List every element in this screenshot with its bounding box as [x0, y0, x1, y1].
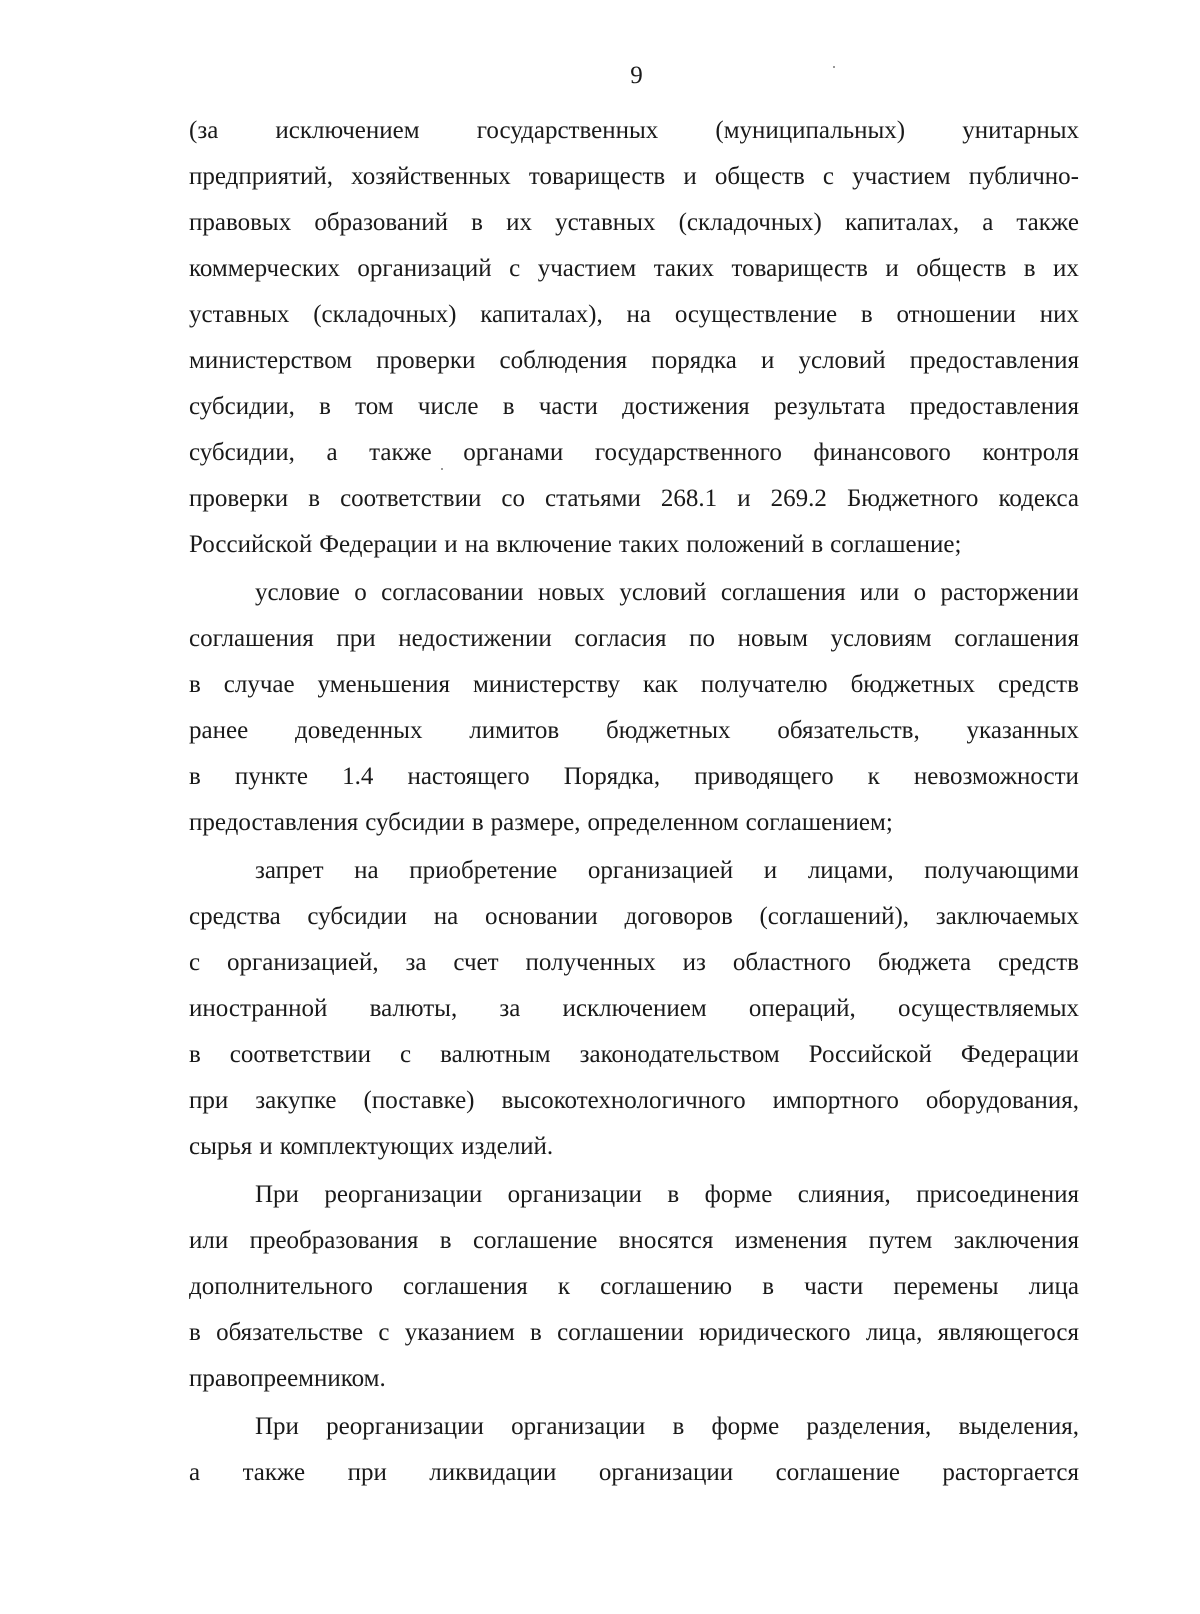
text-line: ранее доведенных лимитов бюджетных обязательств, указанных	[189, 717, 1079, 744]
text-line: правовых образований в их уставных (складочных) капиталах, а также	[189, 209, 1079, 236]
text-line: соглашения при недостижении согласия по новым условиям соглашения	[189, 625, 1079, 652]
text-line: в обязательстве с указанием в соглашении юридического лица, являющегося	[189, 1319, 1079, 1346]
paragraph	[189, 108, 1079, 568]
text-line: уставных (складочных) капиталах), на осуществление в отношении них	[189, 301, 1079, 328]
text-line: правопреемником.	[189, 1365, 386, 1392]
paragraph	[189, 848, 1079, 1170]
text-line: средства субсидии на основании договоров (соглашений), заключаемых	[189, 903, 1079, 930]
text-line: условие о согласовании новых условий соглашения или о расторжении	[255, 579, 1079, 606]
paragraph	[189, 1172, 1079, 1402]
scan-speck	[833, 66, 835, 68]
text-line: субсидии, в том числе в части достижения результата предоставления	[189, 393, 1079, 420]
text-line: предприятий, хозяйственных товариществ и обществ с участием публично-	[189, 163, 1079, 190]
text-line: при закупке (поставке) высокотехнологичного импортного оборудования,	[189, 1087, 1079, 1114]
text-line: или преобразования в соглашение вносятся изменения путем заключения	[189, 1227, 1079, 1254]
text-line: предоставления субсидии в размере, определенном соглашением;	[189, 809, 893, 836]
paragraph	[189, 570, 1079, 846]
text-line: а также при ликвидации организации соглашение расторгается	[189, 1459, 1079, 1486]
text-line: с организацией, за счет полученных из областного бюджета средств	[189, 949, 1079, 976]
text-line: иностранной валюты, за исключением операций, осуществляемых	[189, 995, 1079, 1022]
document-body	[189, 108, 1079, 1496]
text-line: проверки в соответствии со статьями 268.1 и 269.2 Бюджетного кодекса	[189, 485, 1079, 512]
text-line: в соответствии с валютным законодательством Российской Федерации	[189, 1041, 1079, 1068]
text-line: в пункте 1.4 настоящего Порядка, приводящего к невозможности	[189, 763, 1079, 790]
text-line: запрет на приобретение организацией и лицами, получающими	[255, 857, 1079, 884]
paragraph	[189, 1404, 1079, 1496]
text-line: министерством проверки соблюдения порядка и условий предоставления	[189, 347, 1079, 374]
text-line: субсидии, а также органами государственного финансового контроля	[189, 439, 1079, 466]
text-line: При реорганизации организации в форме слияния, присоединения	[255, 1181, 1079, 1208]
text-line: сырья и комплектующих изделий.	[189, 1133, 554, 1160]
text-line: При реорганизации организации в форме разделения, выделения,	[255, 1413, 1079, 1440]
page-number: 9	[630, 62, 643, 89]
text-line: в случае уменьшения министерству как получателю бюджетных средств	[189, 671, 1079, 698]
text-line: дополнительного соглашения к соглашению в части перемены лица	[189, 1273, 1079, 1300]
text-line: (за исключением государственных (муниципальных) унитарных	[189, 117, 1079, 144]
text-line: Российской Федерации и на включение таких положений в соглашение;	[189, 531, 962, 558]
text-line: коммерческих организаций с участием таких товариществ и обществ в их	[189, 255, 1079, 282]
